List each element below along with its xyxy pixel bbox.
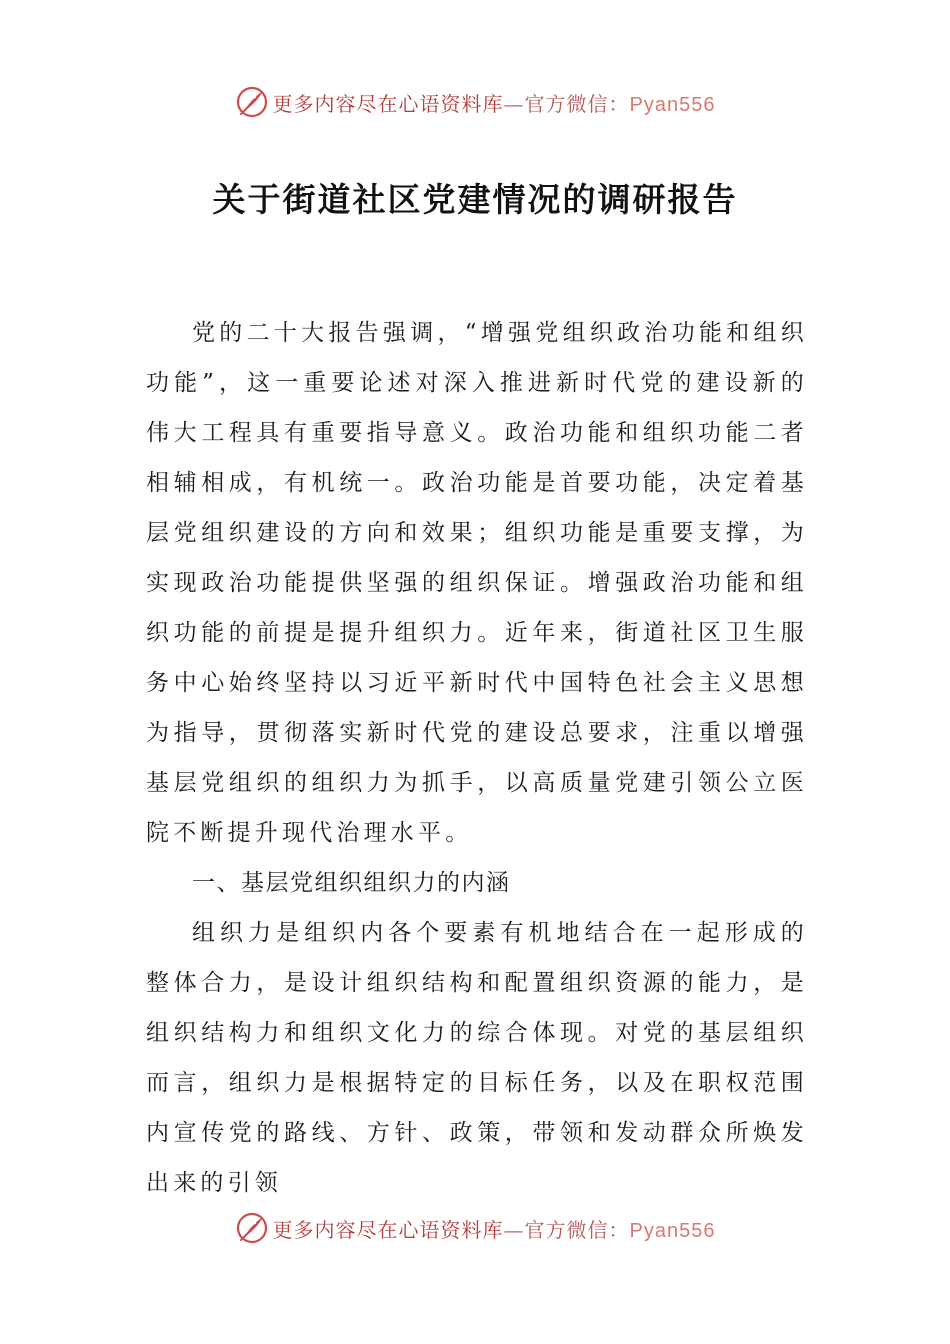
intro-paragraph: 党的二十大报告强调，“增强党组织政治功能和组织功能”，这一重要论述对深入推进新时代党的建设新的伟大工程具有重要指导意义。政治功能和组织功能二者相辅相成，有机统一。政治功能是首要功能，决定着基层党组织建设的方向和效果；组织功能是重要支撑，为实现政治功能提供坚强的组织保证。增强政治功能和组织功能的前提是提升组织力。近年来，街道社区卫生服务中心始终坚持以习近平新时代中国特色社会主义思想为指导，贯彻落实新时代党的建设总要求，注重以增强基层党组织的组织力为抓手，以高质量党建引领公立医院不断提升现代治理水平。 bbox=[146, 320, 808, 846]
watermark-separator: — bbox=[503, 1217, 525, 1242]
watermark-wechat-id: Pyan556 bbox=[629, 93, 716, 116]
watermark-brand: 更多内容尽在心语资料库 bbox=[272, 91, 504, 116]
watermark-official-label: 官方微信： bbox=[524, 1217, 630, 1242]
watermark-separator: — bbox=[503, 91, 525, 116]
watermark-text bbox=[273, 1214, 716, 1243]
feather-pen-logo-icon bbox=[235, 85, 269, 119]
header-watermark bbox=[0, 82, 950, 122]
document-body bbox=[146, 308, 808, 1208]
watermark-text bbox=[273, 88, 716, 117]
section-paragraph: 组织力是组织内各个要素有机地结合在一起形成的整体合力，是设计组织结构和配置组织资源的能力，是组织结构力和组织文化力的综合体现。对党的基层组织而言，组织力是根据特定的目标任务，以及在职权范围内宣传党的路线、方针、政策，带领和发动群众所焕发出来的引领 bbox=[146, 920, 808, 1196]
section-heading: 一、基层党组织组织力的内涵 bbox=[192, 870, 511, 896]
watermark-official-label: 官方微信： bbox=[524, 91, 630, 116]
document-title: 关于街道社区党建情况的调研报告 bbox=[212, 180, 738, 219]
feather-pen-logo-icon bbox=[235, 1211, 269, 1245]
footer-watermark bbox=[0, 1208, 950, 1248]
watermark-wechat-id: Pyan556 bbox=[629, 1219, 716, 1242]
watermark-brand: 更多内容尽在心语资料库 bbox=[272, 1217, 504, 1242]
